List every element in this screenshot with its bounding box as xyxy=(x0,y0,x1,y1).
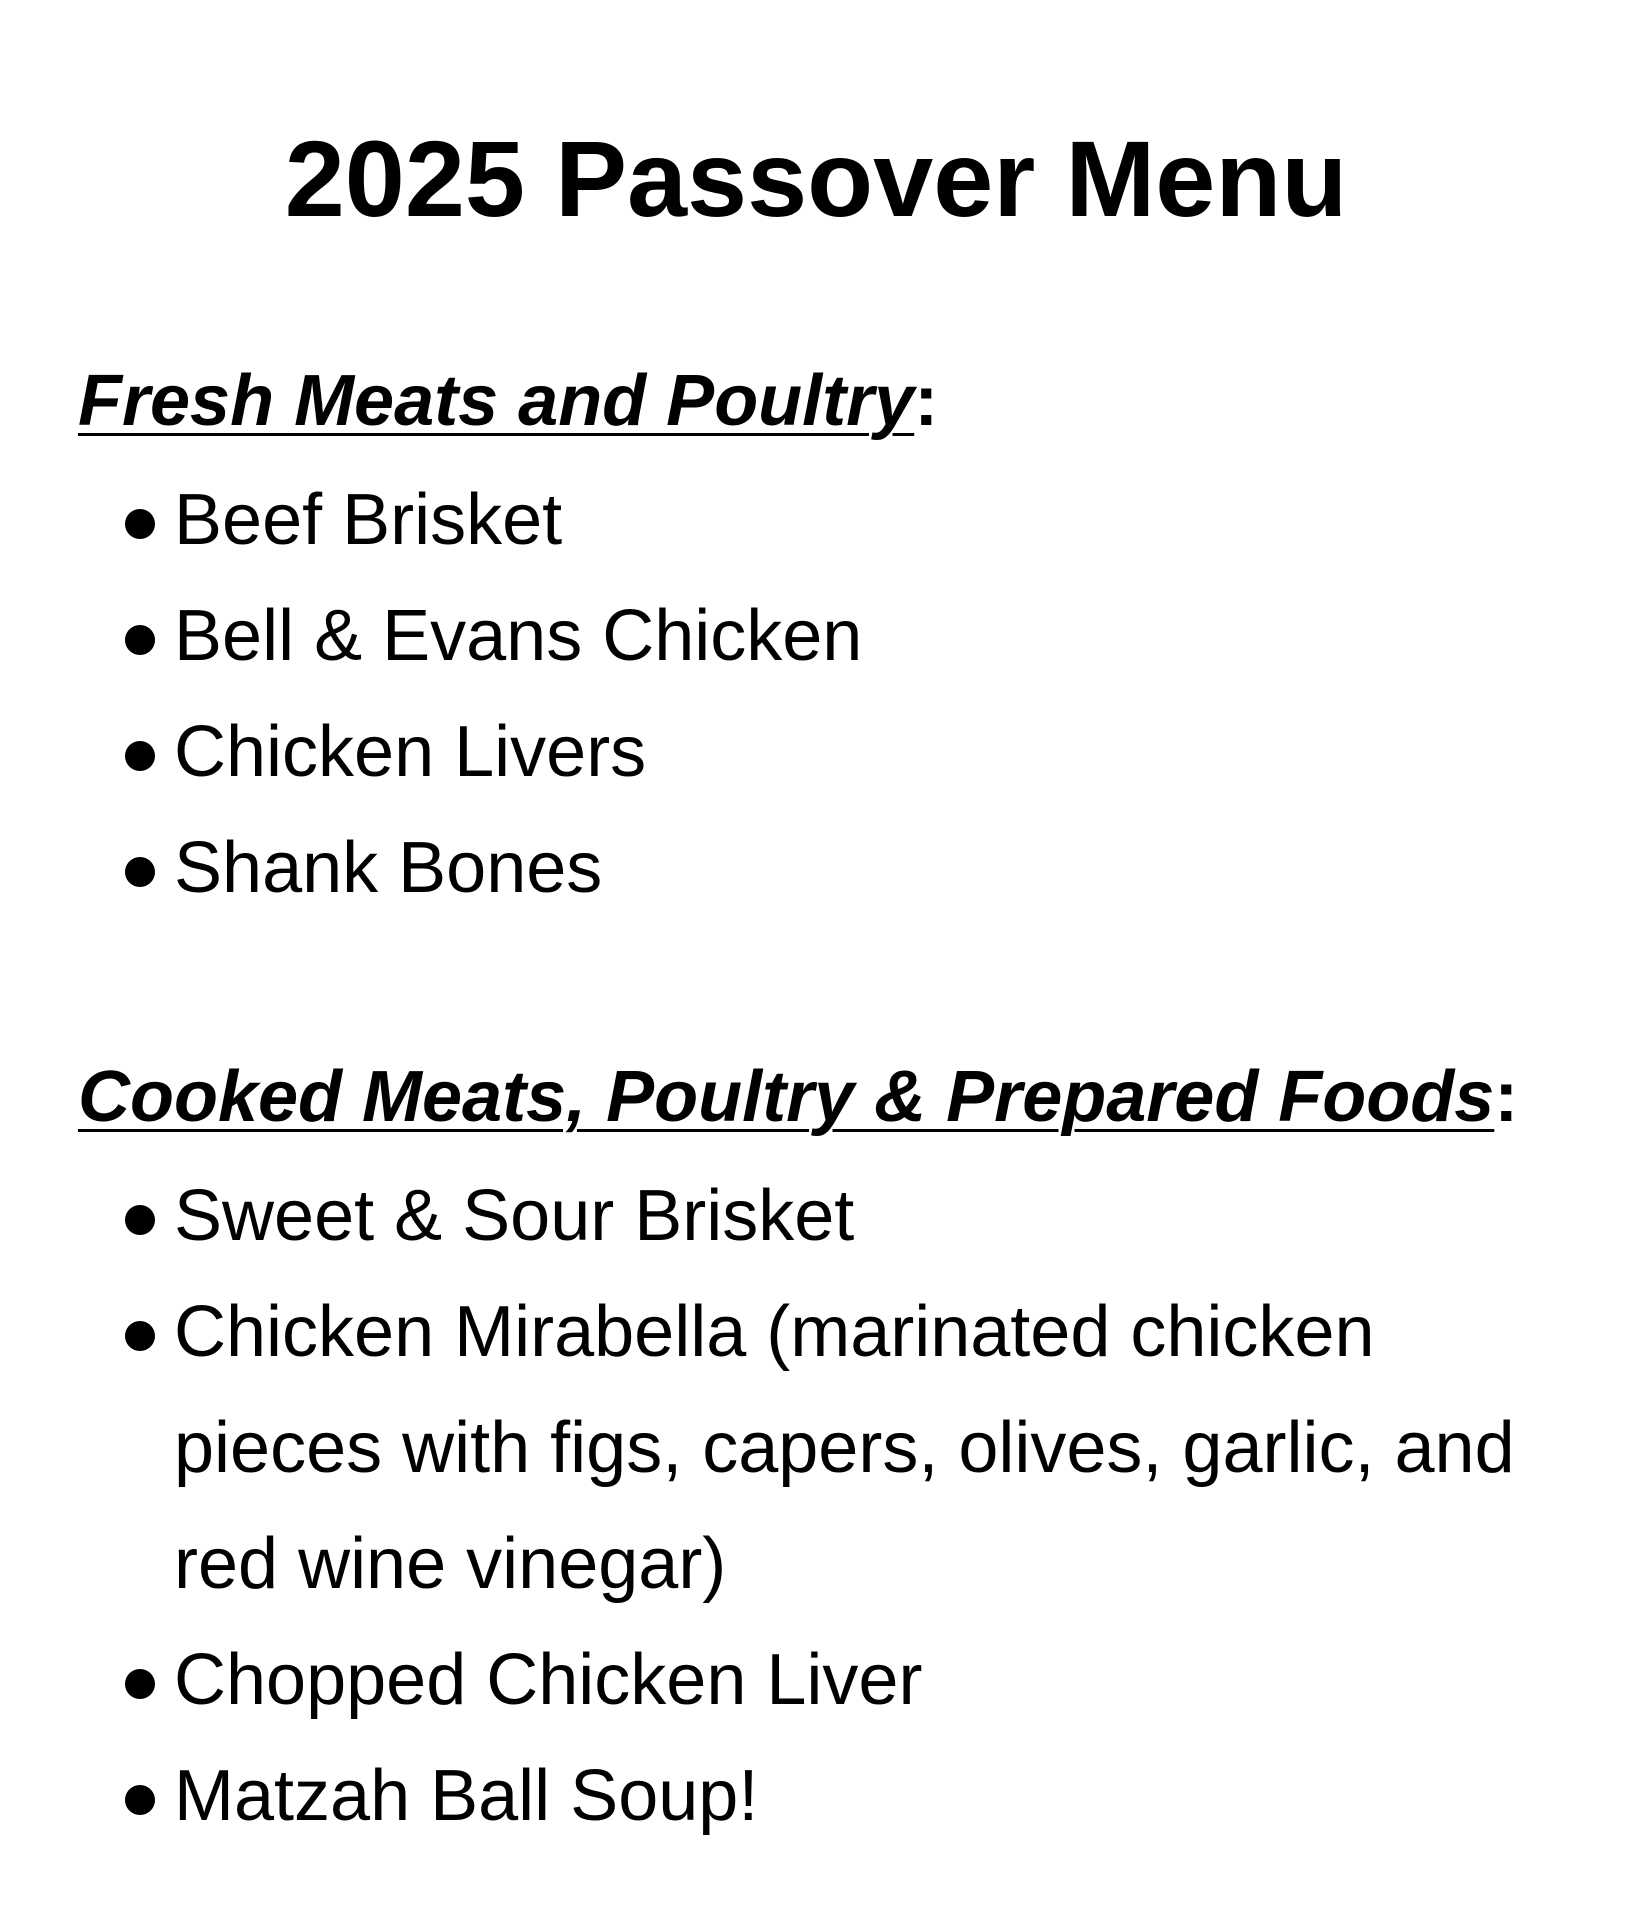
cooked-foods-list xyxy=(0,1158,1632,1854)
list-item xyxy=(0,1274,1632,1622)
section-heading-text: Fresh Meats and Poultry xyxy=(78,361,915,441)
list-item xyxy=(0,462,1632,578)
list-item xyxy=(0,694,1632,810)
bullet-icon xyxy=(125,1205,155,1235)
list-item-text: Chicken Mirabella (marinated chicken pieces with figs, capers, olives, garlic, and red wine vinegar) xyxy=(174,1292,1515,1604)
list-item-text: Shank Bones xyxy=(174,828,603,908)
bullet-icon xyxy=(125,1321,155,1351)
list-item-text: Beef Brisket xyxy=(174,480,563,560)
section-heading-colon: : xyxy=(1494,1057,1519,1137)
section-heading-fresh-meats xyxy=(78,362,938,441)
list-item xyxy=(0,810,1632,926)
list-item xyxy=(0,1622,1632,1738)
fresh-meats-list xyxy=(0,462,1632,926)
section-heading-colon: : xyxy=(914,361,939,441)
page-title: 2025 Passover Menu xyxy=(284,118,1348,239)
list-item xyxy=(0,1158,1632,1274)
list-item xyxy=(0,1738,1632,1854)
bullet-icon xyxy=(125,625,155,655)
list-item xyxy=(0,578,1632,694)
list-item-text: Matzah Ball Soup! xyxy=(174,1756,759,1836)
list-item-text: Sweet & Sour Brisket xyxy=(174,1176,855,1256)
section-heading-text: Cooked Meats, Poultry & Prepared Foods xyxy=(78,1057,1495,1137)
bullet-icon xyxy=(125,857,155,887)
bullet-icon xyxy=(125,509,155,539)
bullet-icon xyxy=(125,1669,155,1699)
list-item-text: Bell & Evans Chicken xyxy=(174,596,863,676)
section-heading-cooked-foods xyxy=(78,1058,1518,1137)
bullet-icon xyxy=(125,1785,155,1815)
bullet-icon xyxy=(125,741,155,771)
list-item-text: Chicken Livers xyxy=(174,712,647,792)
list-item-text: Chopped Chicken Liver xyxy=(174,1640,923,1720)
